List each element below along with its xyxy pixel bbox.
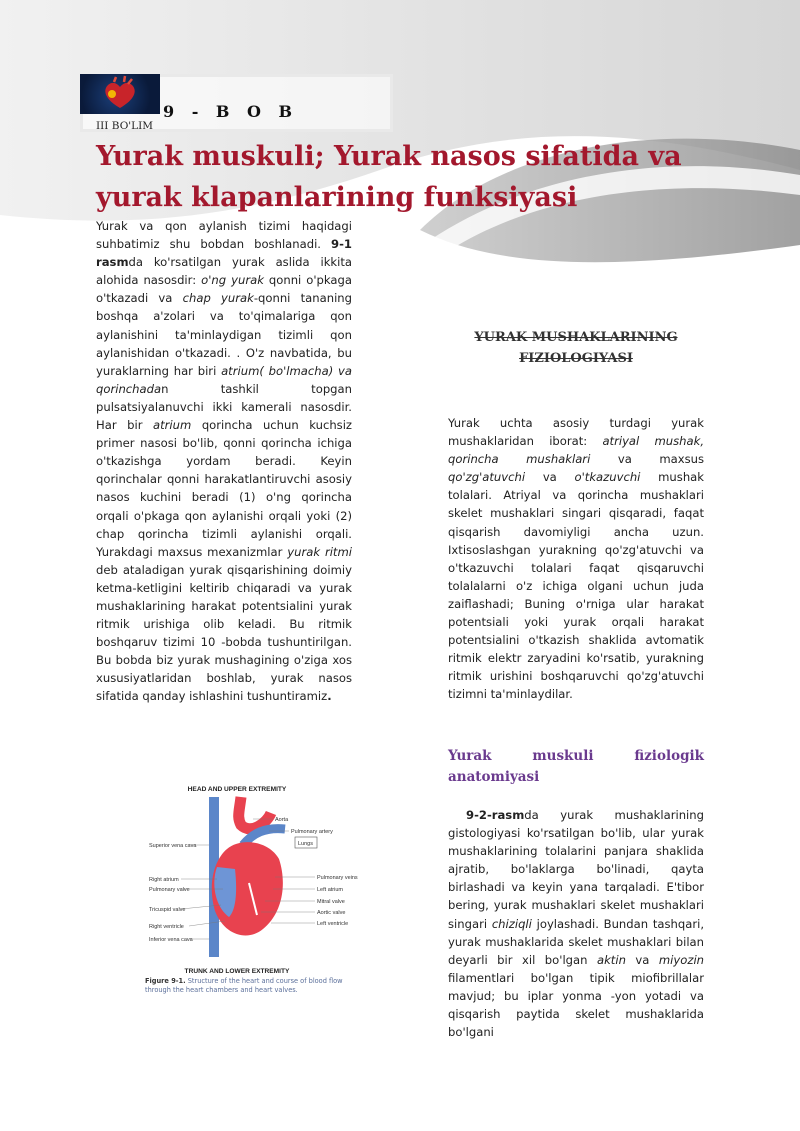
right-column-bottom [448,806,704,1041]
label-inferior-vena-cava: Inferior vena cava [149,937,193,943]
label-right-ventricle: Right ventricle [149,924,184,930]
left-column [96,217,352,706]
label-left-atrium: Left atrium [317,887,343,893]
label-lungs: Lungs [298,841,313,847]
label-left-ventricle: Left ventricle [317,921,349,927]
figure-ref: 9-1 rasm [96,237,352,270]
section-heading: YURAK MUSHAKLARINING FIZIOLOGIYASI [474,330,678,366]
chapter-number: 9 - B O B [163,102,299,121]
figure-ref: 9-2-rasm [466,808,525,822]
figure-bottom-label: TRUNK AND LOWER EXTREMITY [184,968,290,975]
label-mitral-valve: Mitral valve [317,899,345,905]
right-column-top [448,414,704,704]
heart-thumbnail-image [80,74,160,114]
part-label: III BO'LIM [96,120,154,132]
label-superior-vena-cava: Superior vena cava [149,843,197,849]
label-aortic-valve: Aortic valve [317,910,346,916]
figure-caption: Figure 9-1. Structure of the heart and course of blood flow through the heart chambers and heart valves. [145,977,343,994]
heart-diagram [145,783,365,978]
subsection-heading: Yurak muskuli fiziologik anatomiyasi [448,748,704,785]
label-right-atrium: Right atrium [149,877,179,883]
intro-paragraph: Yurak va qon aylanish tizimi haqidagi suhbatimiz shu bobdan boshlanadi. 9-1 rasmda ko'rsatilgan yurak aslida ikkita alohida nasosdir: o'ng yurak qonni o'pkaga o'tkazadi va chap yurak-qonni tananing boshqa a'zolari va to'qimalariga qon aylanishini ta'minlaydigan tizimli qon aylanishidan o'tkazadi. . O'z navbatida, bu yuraklarning har biri atrium( bo'lmacha) va qorinchadan tashkil topgan pulsatsiyalanuvchi ikki kamerali nasosdir. Har bir atrium qorincha uchun kuchsiz primer nasosi bo'lib, qonni qorincha ichiga o'tkazishga yordam beradi. Keyin qorinchalar qonni harakatlantiruvchi asosiy nasos kuchini beradi (1) o'ng qorincha orqali o'pkaga qon aylanishi orqali yoki (2) chap qorincha tizimli aylanishi orqali. Yurakdagi maxsus mexanizmlar yurak ritmi deb ataladigan yurak qisqarishining doimiy ketma-ketligini keltirib chiqaradi va yurak mushaklarining harakat potentsialini yurak ritmik urishiga olib keladi. Bu ritmik boshqaruv tizimi 10 -bobda tushuntirilgan. Bu bobda biz yurak mushagining o'ziga xos xususiyatlaridan boshlab, yurak nasos sifatida qanday ishlashini tushuntiramiz. [96,219,353,704]
label-pulmonary-veins: Pulmonary veins [317,875,358,881]
figure-top-label: HEAD AND UPPER EXTREMITY [187,786,287,793]
label-pulmonary-valve: Pulmonary valve [149,887,190,893]
label-pulmonary-artery: Pulmonary artery [291,829,333,835]
muscle-types-paragraph: Yurak uchta asosiy turdagi yurak mushaklaridan iborat: atriyal mushak, qorincha mushaklari va maxsus qo'zg'atuvchi va o'tkazuvchi mushak tolalari. Atriyal va qorincha mushaklari skelet mushaklari singari qisqaradi, faqat qisqarish davomiyligi ancha uzun. Ixtisoslashgan yurakning qo'zg'atuvchi va o'tkazuvchi tolalari faqat qisqaruvchi tolalalarni o'z ichiga olgani uchun juda zaiflashadi; Buning o'rniga ular harakat potentsiali yoki yurak orqali harakat potentsialini o'tkazish shaklida avtomatik ritmik elektr zaryadini ko'rsatib, yurakning ritmik urishini boshqaruvchi qo'zg'atuvchi tizimni ta'minlaydilar. [448,416,705,702]
page-title: Yurak muskuli; Yurak nasos sifatida va yurak klapanlarining funksiyasi [96,141,682,213]
anatomy-paragraph: 9-2-rasmda yurak mushaklarining gistologiyasi ko'rsatilgan bo'lib, ular yurak mushaklarining tolalarini panjara shaklida ajratib, bo'laklarga bo'linadi, qayta birlashadi va keyin yana tarqaladi. E'tibor bering, yurak mushaklari skelet mushaklari singari chiziqli joylashadi. Bundan tashqari, yurak mushaklarida skelet mushaklari bilan deyarli bir xil bo'lgan aktin va miyozin filamentlari bo'lgan tipik miofibrillalar mavjud; bu iplar yonma -yon yotadi va qisqarish paytida skelet mushaklarida bo'lgani [448,808,705,1040]
label-aorta: Aorta [275,817,289,823]
label-tricuspid-valve: Tricuspid valve [149,907,186,913]
